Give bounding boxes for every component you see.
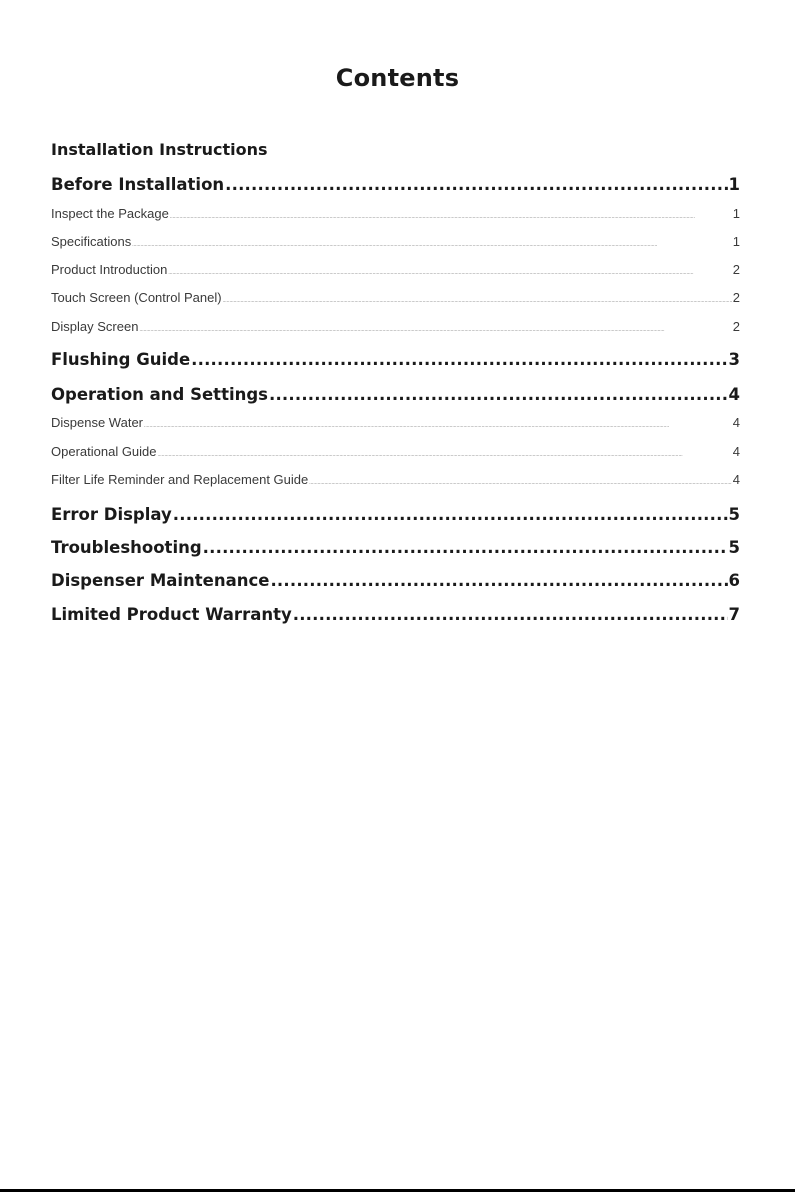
toc-dot-leader <box>132 242 732 248</box>
toc-entry[interactable] <box>51 538 740 560</box>
toc-entry-page: 4 <box>732 444 740 459</box>
toc-dot-leader <box>144 423 732 429</box>
toc-entry-page: 1 <box>732 206 740 221</box>
toc-entry[interactable] <box>51 350 740 372</box>
toc-entry[interactable] <box>51 206 740 224</box>
toc-entry-label: Operational Guide <box>51 444 157 459</box>
toc-entry-page: 6 <box>728 571 740 590</box>
toc-dot-leader <box>270 571 727 590</box>
toc-entry-page: 5 <box>728 505 740 524</box>
toc-entry[interactable] <box>51 319 740 337</box>
section-heading: Installation Instructions <box>51 140 268 159</box>
toc-entry-label: Specifications <box>51 234 132 249</box>
toc-entry-label: Inspect the Package <box>51 206 169 221</box>
toc-entry-page: 4 <box>732 415 740 430</box>
toc-entry[interactable] <box>51 472 740 490</box>
toc-entry-page: 7 <box>728 605 740 624</box>
toc-dot-leader <box>293 605 728 624</box>
toc-entry[interactable] <box>51 505 740 527</box>
toc-entry-label: Operation and Settings <box>51 385 268 404</box>
toc-dot-leader <box>203 538 728 557</box>
toc-entry-label: Touch Screen (Control Panel) <box>51 290 222 305</box>
toc-entry[interactable] <box>51 234 740 252</box>
toc-entry[interactable] <box>51 290 740 308</box>
toc-entry-label: Before Installation <box>51 175 225 194</box>
toc-entry-label: Flushing Guide <box>51 350 191 369</box>
toc-dot-leader <box>158 452 732 458</box>
toc-dot-leader <box>223 298 732 304</box>
toc-entry-page: 1 <box>728 175 740 194</box>
toc-entry[interactable] <box>51 385 740 407</box>
toc-entry-label: Error Display <box>51 505 172 524</box>
toc-dot-leader <box>168 270 731 276</box>
toc-dot-leader <box>269 385 728 404</box>
toc-entry[interactable] <box>51 415 740 433</box>
toc-entry-page: 4 <box>728 385 740 404</box>
toc-entry-label: Dispenser Maintenance <box>51 571 270 590</box>
toc-entry[interactable] <box>51 175 740 197</box>
toc-entry[interactable] <box>51 571 740 593</box>
toc-entry[interactable] <box>51 262 740 280</box>
toc-entry-page: 2 <box>732 290 740 305</box>
toc-dot-leader <box>170 214 732 220</box>
toc-entry-label: Dispense Water <box>51 415 143 430</box>
toc-dot-leader <box>225 175 727 194</box>
toc-entry-label: Filter Life Reminder and Replacement Guide <box>51 472 309 487</box>
toc-entry[interactable] <box>51 605 740 627</box>
toc-dot-leader <box>191 350 727 369</box>
toc-entry-page: 4 <box>732 472 740 487</box>
toc-entry-label: Limited Product Warranty <box>51 605 292 624</box>
toc-dot-leader <box>173 505 728 524</box>
toc-entry-page: 3 <box>728 350 740 369</box>
toc-entry[interactable] <box>51 444 740 462</box>
toc-entry-page: 2 <box>732 262 740 277</box>
toc-entry-page: 1 <box>732 234 740 249</box>
toc-entry-label: Display Screen <box>51 319 139 334</box>
toc-entry-label: Troubleshooting <box>51 538 202 557</box>
toc-entry-page: 5 <box>728 538 740 557</box>
toc-dot-leader <box>139 327 731 333</box>
page-title: Contents <box>335 64 460 92</box>
toc-entry-page: 2 <box>732 319 740 334</box>
toc-entry-label: Product Introduction <box>51 262 168 277</box>
toc-dot-leader <box>309 480 732 486</box>
